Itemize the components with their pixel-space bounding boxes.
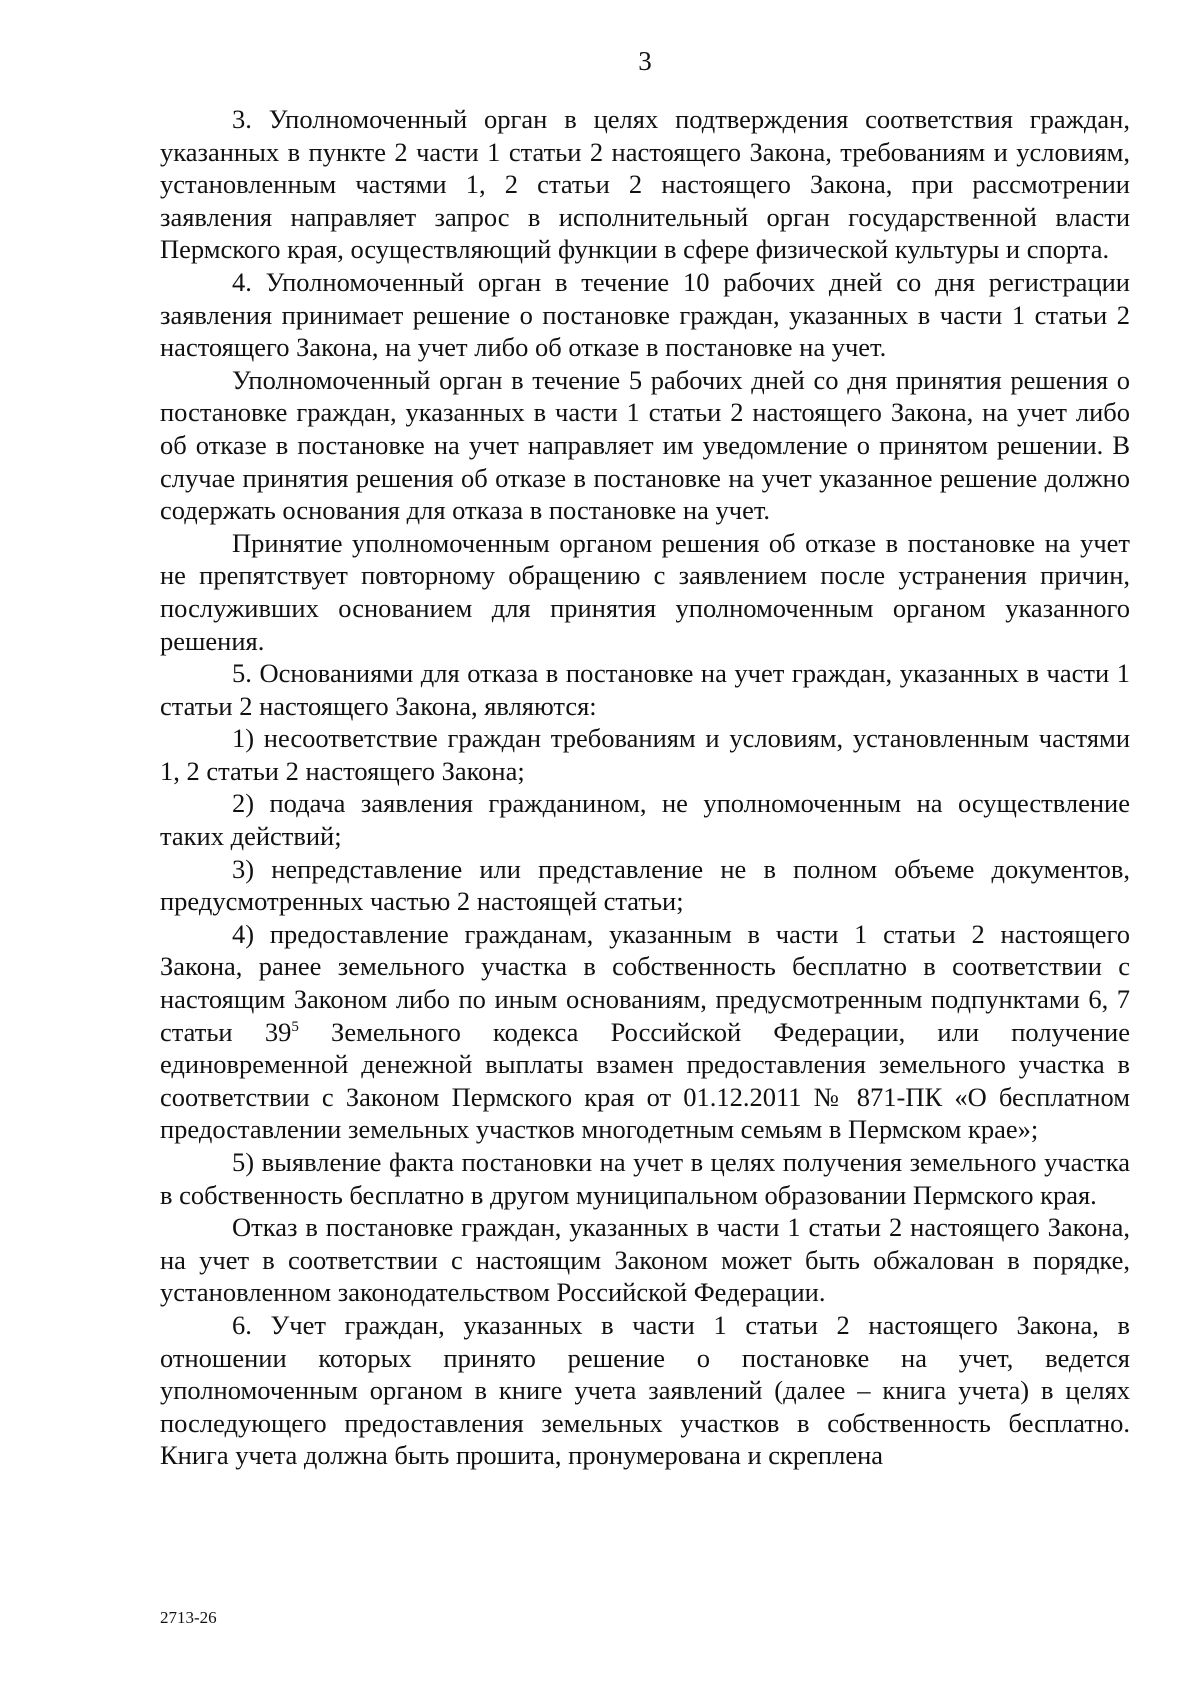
paragraph-appeal: Отказ в постановке граждан, указанных в части 1 статьи 2 настоящего Закона, на учет в соответствии с настоящим Законом может быть обжалован в порядке, установленном законодательством Российской Федерации.: [160, 1212, 1130, 1308]
list-item-2: 2) подача заявления гражданином, не уполномоченным на осуществление таких действий;: [160, 788, 1130, 852]
page-number: 3: [638, 46, 652, 76]
paragraph-refusal-no-bar: Принятие уполномоченным органом решения об отказе в постановке на учет не препятствует повторному обращению с заявлением после устранения причин, послуживших основанием для принятия уполномоченным органом указанного решения.: [160, 527, 1130, 656]
list-item-3: 3) непредставление или представление не в полном объеме документов, предусмотренных частью 2 настоящей статьи;: [160, 853, 1130, 917]
paragraph-4-decision: 4. Уполномоченный орган в течение 10 рабочих дней со дня регистрации заявления принимает решение о постановке граждан, указанных в части 1 статьи 2 настоящего Закона, на учет либо об отказе в постановке на учет.: [160, 266, 1130, 363]
superscript-5: 5: [291, 1018, 299, 1035]
paragraph-notification: Уполномоченный орган в течение 5 рабочих дней со дня принятия решения о постановке граждан, указанных в части 1 статьи 2 настоящего Закона, на учет либо об отказе в постановке на учет направляет им уведомление о принятом решении. В случае принятия решения об отказе в постановке на учет указанное решение должно содержать основания для отказа в постановке на учет.: [160, 364, 1130, 526]
list-item-4-text-part2: Земельного кодекса Российской Федерации, или получение единовременной денежной выплаты взамен предоставления земельного участка в соответствии с Законом Пермского края от 01.12.2011 № 871-ПК «О бесплатном предоставлении земельных участков многодетным семьям в Пермском крае»;: [160, 1016, 1131, 1145]
paragraph-6-registry: 6. Учет граждан, указанных в части 1 статьи 2 настоящего Закона, в отношении которых принято решение о постановке на учет, ведется уполномоченным органом в книге учета заявлений (далее – книга учета) в целях последующего предоставления земельных участков в собственность бесплатно. Книга учета должна быть прошита, пронумерована и скреплена: [160, 1309, 1130, 1471]
list-item-4-text-part1: 4) предоставление гражданам, указанным в части 1 статьи 2 настоящего Закона, ранее земельного участка в собственность бесплатно в соответствии с настоящим Законом либо по иным основаниям, предусмотренным подпунктами 6, 7 статьи 39: [160, 918, 1130, 1047]
list-item-1: 1) несоответствие граждан требованиям и условиям, установленным частями 1, 2 статьи 2 настоящего Закона;: [160, 723, 1130, 786]
paragraph-5-grounds: 5. Основаниями для отказа в постановке на учет граждан, указанных в части 1 статьи 2 настоящего Закона, являются:: [160, 658, 1130, 721]
paragraph-3-request: 3. Уполномоченный орган в целях подтверждения соответствия граждан, указанных в пункте 2 части 1 статьи 2 настоящего Закона, требованиям и условиям, установленным частями 1, 2 статьи 2 настоящего Закона, при рассмотрении заявления направляет запрос в исполнительный орган государственной власти Пермского края, осуществляющий функции в сфере физической культуры и спорта.: [160, 104, 1130, 265]
footer-document-code: 2713-26: [160, 1608, 217, 1627]
list-item-4: [160, 918, 1130, 1146]
list-item-5: 5) выявление факта постановки на учет в целях получения земельного участка в собственность бесплатно в другом муниципальном образовании Пермского края.: [160, 1147, 1130, 1210]
document-body: [160, 103, 1130, 1472]
